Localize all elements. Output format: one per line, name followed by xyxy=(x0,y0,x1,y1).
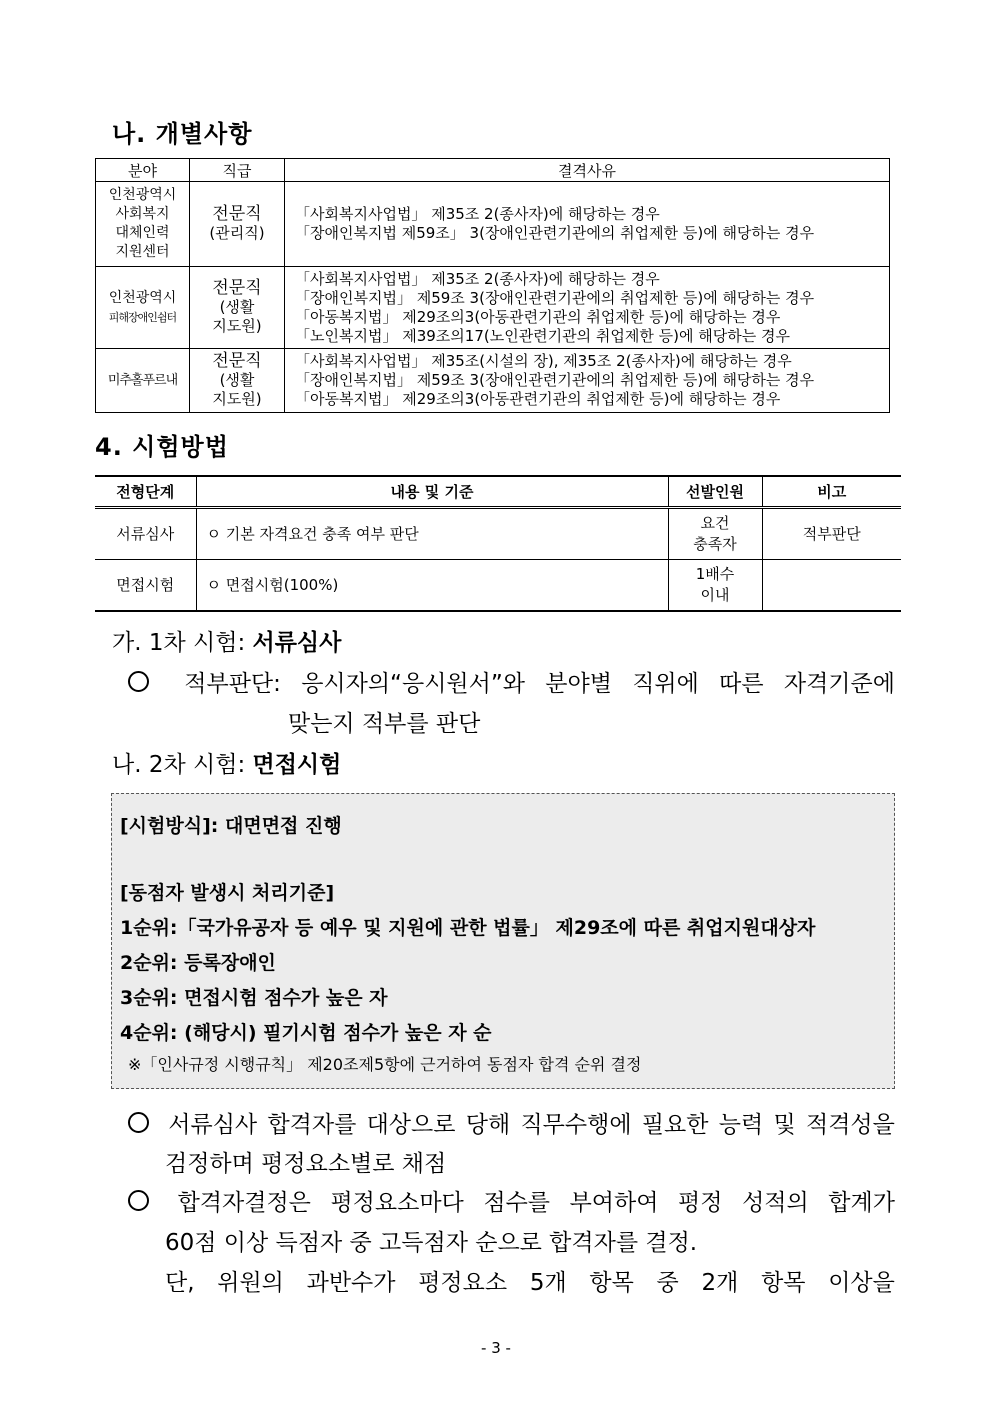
subsection-prefix: 가. 1차 시험: xyxy=(112,630,246,656)
table-row xyxy=(96,267,890,349)
word: 능력 xyxy=(718,1112,764,1138)
stage-cell: 면접시험 xyxy=(95,560,196,612)
grade-main: 전문직 xyxy=(212,278,262,298)
grade-cell xyxy=(190,267,285,349)
reason-line: 「장애인복지법」 제59조 3(장애인관련기관에의 취업제한 등)에 해당하는 경우 xyxy=(295,371,815,389)
table-row xyxy=(95,508,901,560)
exam-method-table xyxy=(95,475,901,612)
grade-main: 전문직 xyxy=(212,204,262,224)
circle-bullet-icon xyxy=(128,1184,158,1217)
field-line: 미추홀푸르내 xyxy=(107,373,178,388)
box-line-priority-1: 1순위:「국가유공자 등 예우 및 지원에 관한 법률」 제29조에 따른 취업지원대상자 xyxy=(120,917,816,939)
grade-sub: (관리직) xyxy=(209,224,265,242)
field-cell xyxy=(96,182,190,267)
reason-line: 「노인복지법」 제39조의17(노인관련기관의 취업제한 등)에 해당하는 경우 xyxy=(295,326,790,345)
table-row xyxy=(96,349,890,413)
header-grade: 직급 xyxy=(190,159,285,182)
count-cell xyxy=(668,560,762,612)
word: 점수를 xyxy=(483,1190,551,1216)
reason-line: 「사회복지사업법」 제35조 2(종사자)에 해당하는 경우 xyxy=(295,205,660,223)
field-line: 대체인력 xyxy=(115,225,170,241)
field-line: 지원센터 xyxy=(115,244,170,260)
field-cell xyxy=(96,349,190,413)
box-note: ※「인사규정 시행규칙」 제20조제5항에 근거하여 동점자 합격 순위 결정 xyxy=(128,1055,642,1074)
grade-cell xyxy=(190,349,285,413)
box-line-priority-4: 4순위: (해당시) 필기시험 점수가 높은 자 순 xyxy=(120,1022,492,1044)
reason-line: 「장애인복지법」 제59조 3(장애인관련기관에의 취업제한 등)에 해당하는 경우 xyxy=(295,288,815,307)
bullet-pass-decision-cont2 xyxy=(165,1264,895,1297)
reason-line: 「사회복지사업법」 제35조(시설의 장), 제35조 2(종사자)에 해당하는 경우 xyxy=(295,352,792,370)
word: 분야별 xyxy=(545,671,612,697)
grade-sub: (생활 xyxy=(219,371,255,389)
individual-requirements-table xyxy=(95,158,890,413)
word: 및 xyxy=(773,1112,796,1138)
subsection-first-exam xyxy=(112,624,341,657)
box-line-priority-3: 3순위: 면접시험 점수가 높은 자 xyxy=(120,987,388,1009)
header-count: 선발인원 xyxy=(668,476,762,508)
note-cell: 적부판단 xyxy=(762,508,901,560)
header-content: 내용 및 기준 xyxy=(196,476,668,508)
count-line: 1배수 xyxy=(695,565,735,583)
box-line-tie-rule: [동점자 발생시 처리기준] xyxy=(120,882,335,904)
table-row xyxy=(95,560,901,612)
reasons-cell xyxy=(285,182,890,267)
section-title-method: 4. 시험방법 xyxy=(95,433,229,461)
field-line: 인천광역시 xyxy=(108,187,177,203)
word: 응시자의“응시원서”와 xyxy=(301,671,525,697)
reason-line: 「장애인복지법 제59조」 3(장애인관련기관에의 취업제한 등)에 해당하는 경우 xyxy=(295,224,815,242)
field-line: 인천광역시 xyxy=(108,289,177,306)
word: 대상으로 xyxy=(366,1112,456,1138)
word: 성적의 xyxy=(742,1190,809,1216)
word: 따른 xyxy=(719,671,764,697)
count-cell xyxy=(668,508,762,560)
word: 평정요소마다 xyxy=(330,1190,464,1216)
grade-cell xyxy=(190,182,285,267)
count-line: 요건 xyxy=(700,514,730,532)
count-line: 충족자 xyxy=(693,535,737,553)
circle-bullet-icon xyxy=(128,1106,158,1139)
word: 부여하여 xyxy=(569,1190,659,1216)
bullet-scoring-cont: 검정하며 평정요소별로 채점 xyxy=(165,1151,447,1177)
word: 2개 xyxy=(701,1270,739,1296)
header-stage: 전형단계 xyxy=(95,476,196,508)
word: 과반수가 xyxy=(306,1270,396,1296)
reason-line: 「아동복지법」 제29조의3(아동관련기관의 취업제한 등)에 해당하는 경우 xyxy=(295,307,781,326)
reasons-cell xyxy=(285,349,890,413)
word: 5개 xyxy=(529,1270,567,1296)
word: 이상을 xyxy=(828,1270,895,1296)
word: 평정요소 xyxy=(418,1270,508,1296)
word: 단, xyxy=(165,1270,195,1296)
word: 당해 xyxy=(465,1112,511,1138)
word: 합격자를 xyxy=(267,1112,357,1138)
word: 평정 xyxy=(678,1190,723,1216)
header-note: 비고 xyxy=(762,476,901,508)
word: 적격성을 xyxy=(806,1112,895,1138)
grade-main: 전문직 xyxy=(212,351,262,371)
box-line-priority-2: 2순위: 등록장애인 xyxy=(120,952,276,974)
word: 적부판단: xyxy=(184,671,281,697)
reason-line: 「사회복지사업법」 제35조 2(종사자)에 해당하는 경우 xyxy=(295,269,660,288)
bullet-pass-decision-cont: 60점 이상 득점자 중 고득점자 순으로 합격자를 결정. xyxy=(165,1230,698,1256)
word: 항목 xyxy=(589,1270,634,1296)
word: 항목 xyxy=(761,1270,806,1296)
subsection-second-exam xyxy=(112,746,341,779)
word: 합계가 xyxy=(828,1190,895,1216)
subsection-prefix: 나. 2차 시험: xyxy=(112,752,246,778)
header-reasons: 결격사유 xyxy=(285,159,890,182)
box-line-method: [시험방식]: 대면면접 진행 xyxy=(120,815,342,837)
note-cell xyxy=(762,560,901,612)
word: 직위에 xyxy=(632,671,699,697)
bullet-pass-decision xyxy=(128,1184,895,1217)
word: 자격기준에 xyxy=(783,671,895,697)
field-cell xyxy=(96,267,190,349)
header-field: 분야 xyxy=(96,159,190,182)
reasons-cell xyxy=(285,267,890,349)
section-title-individual: 나. 개별사항 xyxy=(112,120,253,148)
grade-sub: (생활 xyxy=(219,298,255,316)
page-number: - 3 - xyxy=(481,1339,511,1357)
word: 직무수행에 xyxy=(520,1112,632,1138)
word: 필요한 xyxy=(641,1112,709,1138)
content-cell: ㅇ 기본 자격요건 충족 여부 판단 xyxy=(196,508,668,560)
grade-sub: 지도원) xyxy=(212,317,262,335)
circle-bullet-icon xyxy=(128,665,164,698)
bullet-scoring xyxy=(128,1106,895,1139)
table-row xyxy=(96,182,890,267)
word: 위원의 xyxy=(217,1270,284,1296)
word: 중 xyxy=(656,1270,679,1296)
word: 합격자결정은 xyxy=(177,1190,311,1216)
bullet-document-review xyxy=(128,665,895,698)
stage-cell: 서류심사 xyxy=(95,508,196,560)
bullet-document-review-cont: 맞는지 적부를 판단 xyxy=(288,711,481,737)
grade-sub: 지도원) xyxy=(212,390,262,408)
word: 서류심사 xyxy=(168,1112,258,1138)
subsection-title: 서류심사 xyxy=(252,630,342,656)
interview-info-box xyxy=(111,793,895,1089)
reason-line: 「아동복지법」 제29조의3(아동관련기관의 취업제한 등)에 해당하는 경우 xyxy=(295,390,781,408)
field-line: 피해장애인쉼터 xyxy=(108,310,177,324)
count-line: 이내 xyxy=(700,586,730,604)
field-line: 사회복지 xyxy=(115,206,170,222)
subsection-title: 면접시험 xyxy=(252,752,342,778)
content-cell: ㅇ 면접시험(100%) xyxy=(196,560,668,612)
